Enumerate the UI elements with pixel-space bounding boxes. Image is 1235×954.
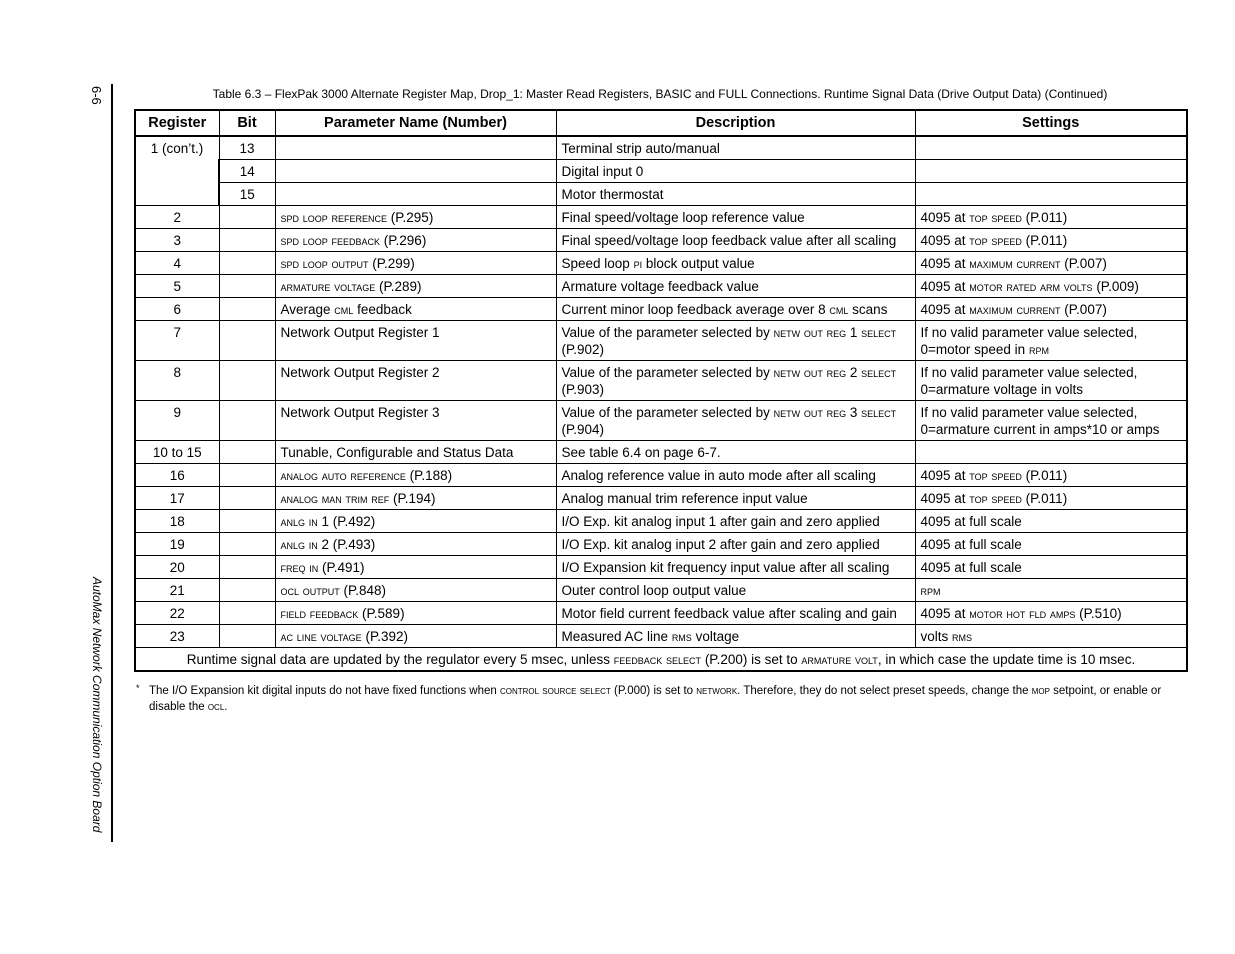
settings-cell: 4095 at full scale — [915, 510, 1187, 533]
parameter-cell — [275, 160, 556, 183]
description-cell: I/O Exp. kit analog input 1 after gain and zero applied — [556, 510, 915, 533]
bit-cell — [219, 533, 275, 556]
settings-cell: 4095 at maximum current (P.007) — [915, 252, 1187, 275]
settings-cell — [915, 136, 1187, 160]
bit-cell — [219, 275, 275, 298]
register-cell: 16 — [135, 464, 219, 487]
register-cell: 22 — [135, 602, 219, 625]
register-cell: 5 — [135, 275, 219, 298]
description-cell: Final speed/voltage loop feedback value after all scaling — [556, 229, 915, 252]
parameter-cell: Network Output Register 1 — [275, 321, 556, 361]
register-cell: 8 — [135, 361, 219, 401]
parameter-cell: spd loop feedback (P.296) — [275, 229, 556, 252]
table-row — [135, 160, 1187, 183]
parameter-cell: Average cml feedback — [275, 298, 556, 321]
settings-cell — [915, 160, 1187, 183]
settings-cell: 4095 at top speed (P.011) — [915, 229, 1187, 252]
description-cell: Outer control loop output value — [556, 579, 915, 602]
bit-cell — [219, 487, 275, 510]
register-cell: 19 — [135, 533, 219, 556]
bit-cell — [219, 441, 275, 464]
parameter-cell: spd loop output (P.299) — [275, 252, 556, 275]
register-cell: 18 — [135, 510, 219, 533]
bit-cell — [219, 510, 275, 533]
bit-cell: 14 — [219, 160, 275, 183]
settings-cell: 4095 at motor hot fld amps (P.510) — [915, 602, 1187, 625]
parameter-cell: spd loop reference (P.295) — [275, 206, 556, 229]
bit-cell — [219, 401, 275, 441]
description-cell: I/O Expansion kit frequency input value after all scaling — [556, 556, 915, 579]
register-cell: 20 — [135, 556, 219, 579]
header-settings: Settings — [915, 110, 1187, 136]
parameter-cell: armature voltage (P.289) — [275, 275, 556, 298]
bit-cell: 15 — [219, 183, 275, 206]
parameter-cell — [275, 183, 556, 206]
footnote — [136, 683, 1186, 715]
register-cell: 1 (con’t.) — [135, 136, 219, 206]
table-row — [135, 298, 1187, 321]
parameter-cell: Tunable, Configurable and Status Data — [275, 441, 556, 464]
register-cell: 23 — [135, 625, 219, 648]
description-cell: Analog reference value in auto mode after all scaling — [556, 464, 915, 487]
parameter-cell: field feedback (P.589) — [275, 602, 556, 625]
settings-cell: If no valid parameter value selected, 0=armature current in amps*10 or amps — [915, 401, 1187, 441]
parameter-cell: analog man trim ref (P.194) — [275, 487, 556, 510]
table-row — [135, 252, 1187, 275]
table-row — [135, 625, 1187, 648]
settings-cell: 4095 at full scale — [915, 533, 1187, 556]
settings-cell: volts rms — [915, 625, 1187, 648]
table-row — [135, 510, 1187, 533]
bit-cell — [219, 252, 275, 275]
parameter-cell: analog auto reference (P.188) — [275, 464, 556, 487]
description-cell: Value of the parameter selected by netw out reg 2 select (P.903) — [556, 361, 915, 401]
table-row — [135, 533, 1187, 556]
bit-cell — [219, 556, 275, 579]
settings-cell: 4095 at maximum current (P.007) — [915, 298, 1187, 321]
parameter-cell: Network Output Register 3 — [275, 401, 556, 441]
running-title: AutoMax Network Communication Option Board — [90, 577, 104, 833]
settings-cell: 4095 at top speed (P.011) — [915, 464, 1187, 487]
parameter-cell: Network Output Register 2 — [275, 361, 556, 401]
description-cell: Analog manual trim reference input value — [556, 487, 915, 510]
register-cell: 17 — [135, 487, 219, 510]
settings-cell: rpm — [915, 579, 1187, 602]
register-cell: 21 — [135, 579, 219, 602]
register-map-table — [134, 109, 1188, 672]
settings-cell — [915, 183, 1187, 206]
parameter-cell: ac line voltage (P.392) — [275, 625, 556, 648]
settings-cell: 4095 at top speed (P.011) — [915, 487, 1187, 510]
description-cell: Final speed/voltage loop reference value — [556, 206, 915, 229]
description-cell: Current minor loop feedback average over 8 cml scans — [556, 298, 915, 321]
table-row — [135, 464, 1187, 487]
register-cell: 10 to 15 — [135, 441, 219, 464]
bit-cell — [219, 464, 275, 487]
margin-rule — [111, 84, 113, 842]
description-cell: I/O Exp. kit analog input 2 after gain and zero applied — [556, 533, 915, 556]
table-row — [135, 602, 1187, 625]
description-cell: Measured AC line rms voltage — [556, 625, 915, 648]
table-row — [135, 275, 1187, 298]
description-cell: Value of the parameter selected by netw out reg 3 select (P.904) — [556, 401, 915, 441]
register-cell: 9 — [135, 401, 219, 441]
description-cell: Motor thermostat — [556, 183, 915, 206]
table-row — [135, 136, 1187, 160]
settings-cell — [915, 441, 1187, 464]
register-cell: 3 — [135, 229, 219, 252]
table-row — [135, 206, 1187, 229]
table-row — [135, 401, 1187, 441]
description-cell: Digital input 0 — [556, 160, 915, 183]
bit-cell — [219, 206, 275, 229]
header-parameter-name: Parameter Name (Number) — [275, 110, 556, 136]
bit-cell — [219, 229, 275, 252]
header-register: Register — [135, 110, 219, 136]
parameter-cell — [275, 136, 556, 160]
header-description: Description — [556, 110, 915, 136]
footnote-mark: * — [136, 683, 140, 693]
header-bit: Bit — [219, 110, 275, 136]
table-row — [135, 487, 1187, 510]
description-cell: Armature voltage feedback value — [556, 275, 915, 298]
settings-cell: 4095 at full scale — [915, 556, 1187, 579]
parameter-cell: anlg in 2 (P.493) — [275, 533, 556, 556]
bit-cell — [219, 361, 275, 401]
description-cell: See table 6.4 on page 6-7. — [556, 441, 915, 464]
register-cell: 7 — [135, 321, 219, 361]
table-row — [135, 229, 1187, 252]
register-cell: 4 — [135, 252, 219, 275]
parameter-cell: ocl output (P.848) — [275, 579, 556, 602]
settings-cell: 4095 at top speed (P.011) — [915, 206, 1187, 229]
page-number: 6-6 — [89, 86, 104, 105]
settings-cell: If no valid parameter value selected, 0=motor speed in rpm — [915, 321, 1187, 361]
table-row — [135, 361, 1187, 401]
bit-cell: 13 — [219, 136, 275, 160]
settings-cell: 4095 at motor rated arm volts (P.009) — [915, 275, 1187, 298]
table-row — [135, 441, 1187, 464]
table-row — [135, 183, 1187, 206]
header-row — [135, 110, 1187, 136]
table-row — [135, 579, 1187, 602]
settings-cell: If no valid parameter value selected, 0=armature voltage in volts — [915, 361, 1187, 401]
parameter-cell: anlg in 1 (P.492) — [275, 510, 556, 533]
table-note-row — [135, 648, 1187, 672]
table-row — [135, 321, 1187, 361]
bit-cell — [219, 579, 275, 602]
bit-cell — [219, 625, 275, 648]
parameter-cell: freq in (P.491) — [275, 556, 556, 579]
footnote-text: The I/O Expansion kit digital inputs do not have fixed functions when control source select (P.000) is set to network. Therefore, they do not select preset speeds, change the mop setpoint, or enable or disable the ocl. — [149, 685, 1162, 713]
bit-cell — [219, 298, 275, 321]
description-cell: Terminal strip auto/manual — [556, 136, 915, 160]
table-note: Runtime signal data are updated by the regulator every 5 msec, unless feedback select (P.200) is set to armature volt, in which case the update time is 10 msec. — [135, 648, 1187, 672]
table-caption: Table 6.3 – FlexPak 3000 Alternate Register Map, Drop_1: Master Read Registers, BASIC and FULL Connections. Runtime Signal Data (Drive Output Data) (Continued) — [212, 87, 1108, 101]
description-cell: Speed loop pi block output value — [556, 252, 915, 275]
register-cell: 6 — [135, 298, 219, 321]
register-cell: 2 — [135, 206, 219, 229]
bit-cell — [219, 321, 275, 361]
bit-cell — [219, 602, 275, 625]
description-cell: Motor field current feedback value after scaling and gain — [556, 602, 915, 625]
description-cell: Value of the parameter selected by netw out reg 1 select (P.902) — [556, 321, 915, 361]
table-row — [135, 556, 1187, 579]
